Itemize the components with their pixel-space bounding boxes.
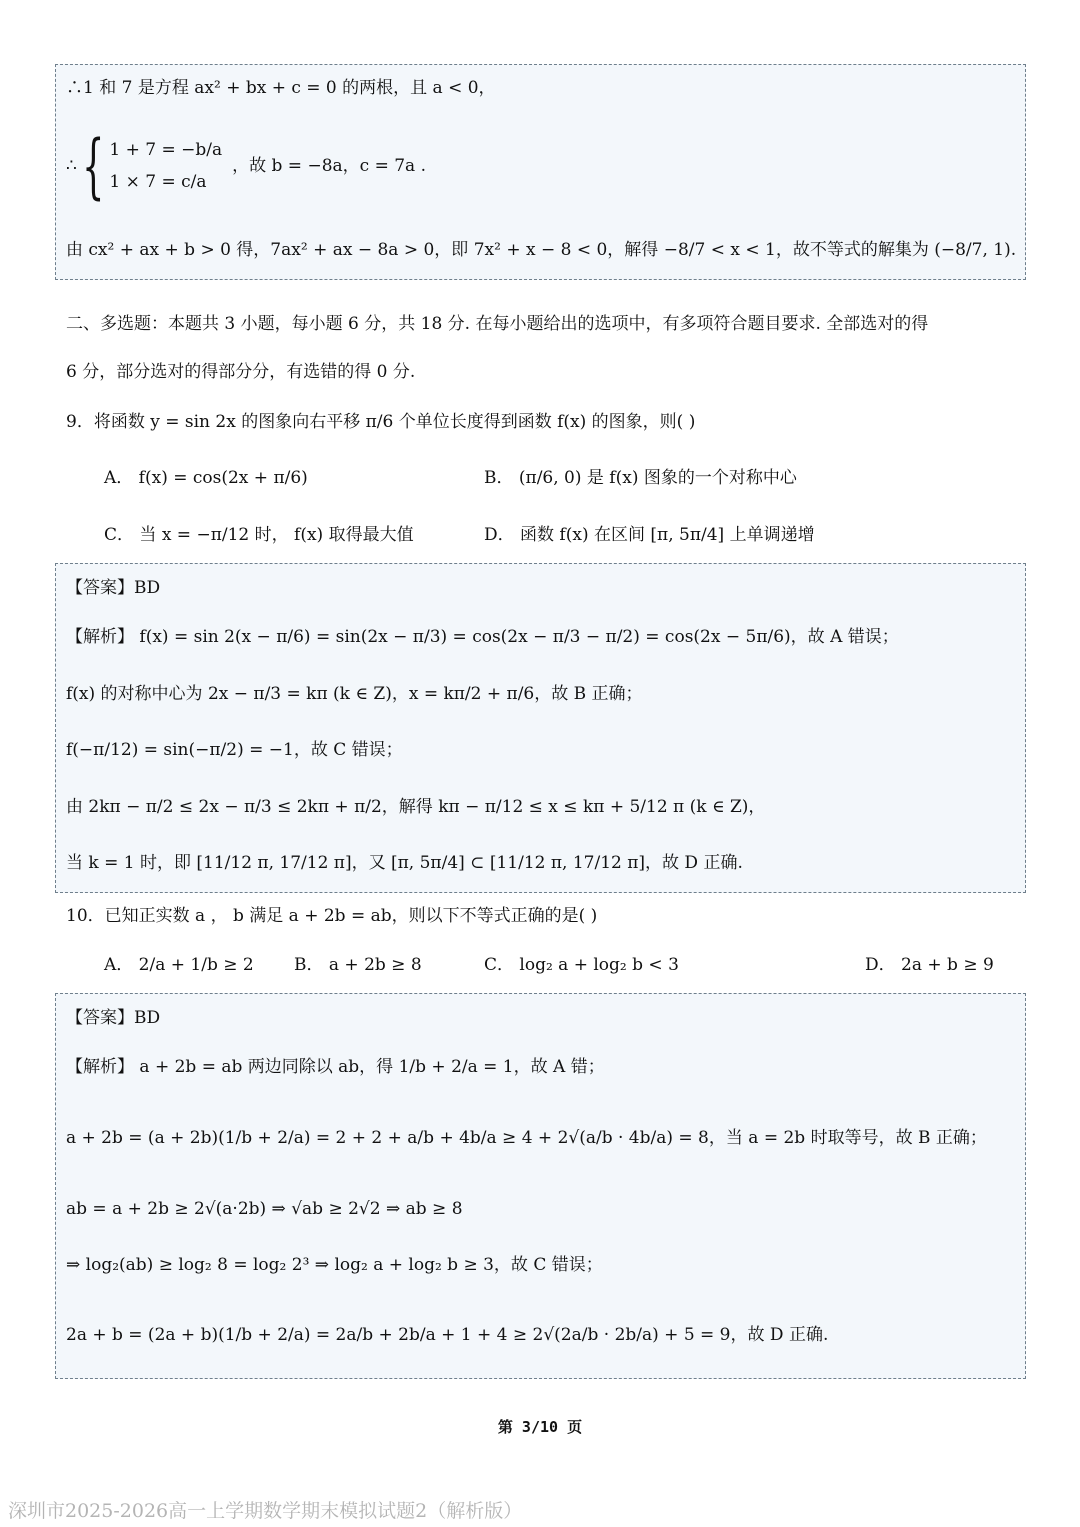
- q9-option-b: B． (π/6, 0) 是 f(x) 图象的一个对称中心: [484, 468, 797, 488]
- q9-option-c: C． 当 x = −π/12 时， f(x) 取得最大值: [104, 525, 414, 545]
- q10-option-d: D． 2a + b ≥ 9: [865, 955, 994, 975]
- q10-solution-1: 【解析】 a + 2b = ab 两边同除以 ab，得 1/b + 2/a = 1，故 A 错；: [66, 1057, 605, 1077]
- q9-option-d: D． 函数 f(x) 在区间 [π, 5π/4] 上单调递增: [484, 525, 815, 545]
- prev-solution-system: [66, 118, 426, 214]
- q10-option-b: B． a + 2b ≥ 8: [294, 955, 422, 975]
- therefore-symbol: ∴: [66, 156, 77, 176]
- left-brace: {: [81, 125, 105, 207]
- watermark-title: 深圳市2025-2026高一上学期数学期末模拟试题2（解析版）: [8, 1500, 523, 1522]
- q10-option-c: C． log₂ a + log₂ b < 3: [484, 955, 679, 975]
- page-number: 第 3/10 页: [497, 1418, 583, 1436]
- q10-solution-2: a + 2b = (a + 2b)(1/b + 2/a) = 2 + 2 + a/b + 4b/a ≥ 4 + 2√(a/b · 4b/a) = 8，当 a = 2b 时取等号，故 B 正确；: [66, 1128, 987, 1148]
- q9-solution-box: [55, 563, 1026, 893]
- q9-solution-3: f(−π/12) = sin(−π/2) = −1，故 C 错误；: [66, 740, 403, 760]
- system-row-2: 1 × 7 = c/a: [109, 172, 207, 192]
- q10-solution-box: [55, 993, 1026, 1379]
- q10-solution-4: ⇒ log₂(ab) ≥ log₂ 8 = log₂ 2³ ⇒ log₂ a + log₂ b ≥ 3，故 C 错误；: [66, 1255, 603, 1275]
- prev-solution-line3: 由 cx² + ax + b > 0 得，7ax² + ax − 8a > 0，即 7x² + x − 8 < 0，解得 −8/7 < x < 1，故不等式的解集为 (−8/7, 1).: [66, 240, 1017, 260]
- q10-solution-5: 2a + b = (2a + b)(1/b + 2/a) = 2a/b + 2b/a + 1 + 4 ≥ 2√(2a/b · 2b/a) + 5 = 9，故 D 正确.: [66, 1325, 829, 1345]
- prev-solution-line1: ∴1 和 7 是方程 ax² + bx + c = 0 的两根，且 a < 0，: [66, 78, 496, 98]
- q10-solution-3: ab = a + 2b ≥ 2√(a·2b) ⇒ √ab ≥ 2√2 ⇒ ab ≥ 8: [66, 1199, 463, 1219]
- q9-answer: 【答案】BD: [66, 578, 161, 598]
- section2-line1: 二、多选题：本题共 3 小题，每小题 6 分，共 18 分. 在每小题给出的选项中，有多项符合题目要求. 全部选对的得: [66, 314, 929, 334]
- q10-stem: 10．已知正实数 a ， b 满足 a + 2b = ab，则以下不等式正确的是( ): [66, 906, 598, 926]
- q9-solution-5: 当 k = 1 时，即 [11/12 π, 17/12 π]，又 [π, 5π/4] ⊂ [11/12 π, 17/12 π]，故 D 正确.: [66, 853, 743, 873]
- system-row-1: 1 + 7 = −b/a: [109, 140, 223, 160]
- system-tail: ，故 b = −8a，c = 7a .: [232, 156, 426, 176]
- q9-solution-2: f(x) 的对称中心为 2x − π/3 = kπ (k ∈ Z)，x = kπ/2 + π/6，故 B 正确；: [66, 684, 643, 704]
- q10-answer: 【答案】BD: [66, 1008, 161, 1028]
- q10-option-a: A． 2/a + 1/b ≥ 2: [104, 955, 254, 975]
- q9-stem: 9．将函数 y = sin 2x 的图象向右平移 π/6 个单位长度得到函数 f(x) 的图象，则( ): [66, 412, 696, 432]
- q9-option-a: A． f(x) = cos(2x + π/6): [104, 468, 308, 488]
- section2-line2: 6 分，部分选对的得部分分，有选错的得 0 分.: [66, 362, 416, 382]
- q9-solution-1: 【解析】 f(x) = sin 2(x − π/6) = sin(2x − π/3) = cos(2x − π/3 − π/2) = cos(2x − 5π/6)，故 A 错误；: [66, 627, 899, 647]
- q9-solution-4: 由 2kπ − π/2 ≤ 2x − π/3 ≤ 2kπ + π/2，解得 kπ − π/12 ≤ x ≤ kπ + 5/12 π (k ∈ Z)，: [66, 797, 766, 817]
